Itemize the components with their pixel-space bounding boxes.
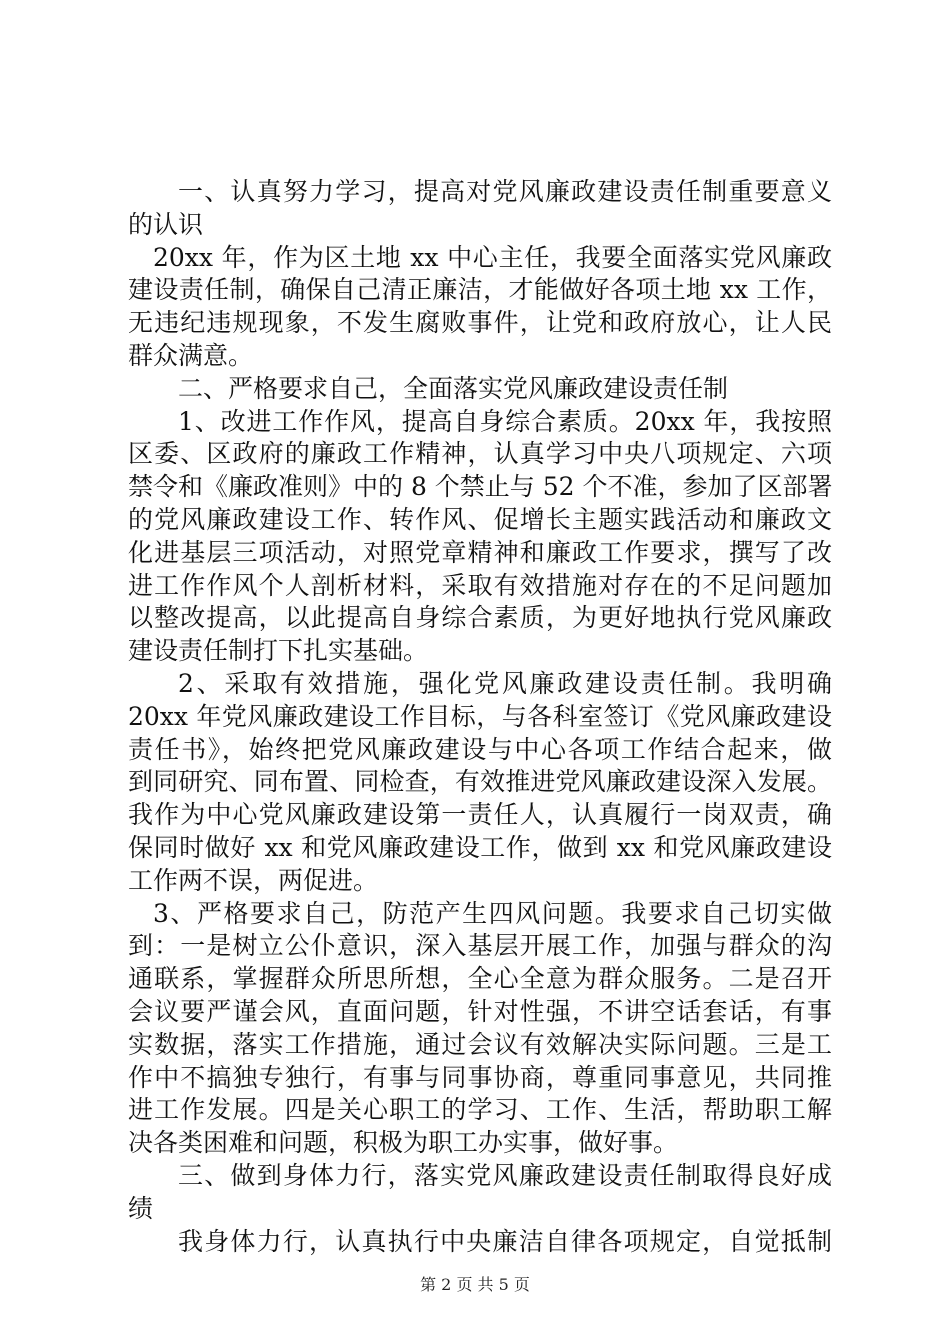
paragraph-line: 禁令和《廉政准则》中的 8 个禁止与 52 个不准，参加了区部署 <box>128 472 833 502</box>
paragraph-line: 化进基层三项活动，对照党章精神和廉政工作要求，撰写了改 <box>128 537 832 567</box>
page-number: 第 2 页 共 5 页 <box>420 1275 530 1294</box>
paragraph-line: 到同研究、同布置、同检查，有效推进党风廉政建设深入发展。 <box>128 767 832 797</box>
paragraph-line: 作中不搞独专独行，有事与同事协商，尊重同事意见，共同推 <box>128 1062 832 1092</box>
paragraph-line: 群众满意。 <box>128 340 254 370</box>
paragraph-line: 建设责任制打下扎实基础。 <box>128 636 429 666</box>
section-heading-2: 二、严格要求自己，全面落实党风廉政建设责任制 <box>178 373 729 403</box>
paragraph-line: 无违纪违规现象，不发生腐败事件，让党和政府放心，让人民 <box>128 308 832 338</box>
paragraph-line: 建设责任制，确保自己清正廉洁，才能做好各项土地 xx 工作， <box>128 275 832 305</box>
document-body <box>128 176 832 1258</box>
section-heading-1: 一、认真努力学习，提高对党风廉政建设责任制重要意义 <box>178 177 832 206</box>
paragraph-line: 到：一是树立公仆意识，深入基层开展工作，加强与群众的沟 <box>128 931 832 961</box>
section-heading-1-cont: 的认识 <box>128 209 204 239</box>
paragraph-line: 进工作发展。四是关心职工的学习、工作、生活，帮助职工解 <box>128 1095 832 1125</box>
paragraph-line: 进工作作风个人剖析材料，采取有效措施对存在的不足问题加 <box>128 570 832 600</box>
paragraph-line: 工作两不误，两促进。 <box>128 865 379 895</box>
paragraph-line: 以整改提高，以此提高自身综合素质，为更好地执行党风廉政 <box>128 603 832 633</box>
paragraph-line: 保同时做好 xx 和党风廉政建设工作，做到 xx 和党风廉政建设 <box>128 832 832 862</box>
paragraph-line: 20xx 年党风廉政建设工作目标，与各科室签订《党风廉政建设 <box>128 701 832 731</box>
paragraph-line: 实数据，落实工作措施，通过会议有效解决实际问题。三是工 <box>128 1029 832 1059</box>
paragraph-line: 区委、区政府的廉政工作精神，认真学习中央八项规定、六项 <box>128 439 832 469</box>
paragraph-line: 20xx 年，作为区土地 xx 中心主任，我要全面落实党风廉政 <box>153 242 832 272</box>
paragraph-line: 的党风廉政建设工作、转作风、促增长主题实践活动和廉政文 <box>128 504 832 534</box>
paragraph-line: 1、改进工作作风，提高自身综合素质。20xx 年，我按照 <box>178 406 832 436</box>
paragraph-line: 2、采取有效措施，强化党风廉政建设责任制。我明确 <box>178 668 832 698</box>
paragraph-line: 我身体力行，认真执行中央廉洁自律各项规定，自觉抵制 <box>178 1226 832 1256</box>
section-heading-3: 三、做到身体力行，落实党风廉政建设责任制取得良好成 <box>178 1160 832 1190</box>
paragraph-line: 会议要严谨会风，直面问题，针对性强，不讲空话套话，有事 <box>128 996 832 1026</box>
section-heading-3-cont: 绩 <box>128 1193 154 1223</box>
paragraph-line: 3、严格要求自己，防范产生四风问题。我要求自己切实做 <box>153 898 832 928</box>
paragraph-line: 决各类困难和问题，积极为职工办实事，做好事。 <box>128 1128 679 1158</box>
paragraph-line: 责任书》，始终把党风廉政建设与中心各项工作结合起来，做 <box>128 734 832 764</box>
paragraph-line: 我作为中心党风廉政建设第一责任人，认真履行一岗双责，确 <box>128 800 832 830</box>
paragraph-line: 通联系，掌握群众所思所想，全心全意为群众服务。二是召开 <box>128 964 832 994</box>
